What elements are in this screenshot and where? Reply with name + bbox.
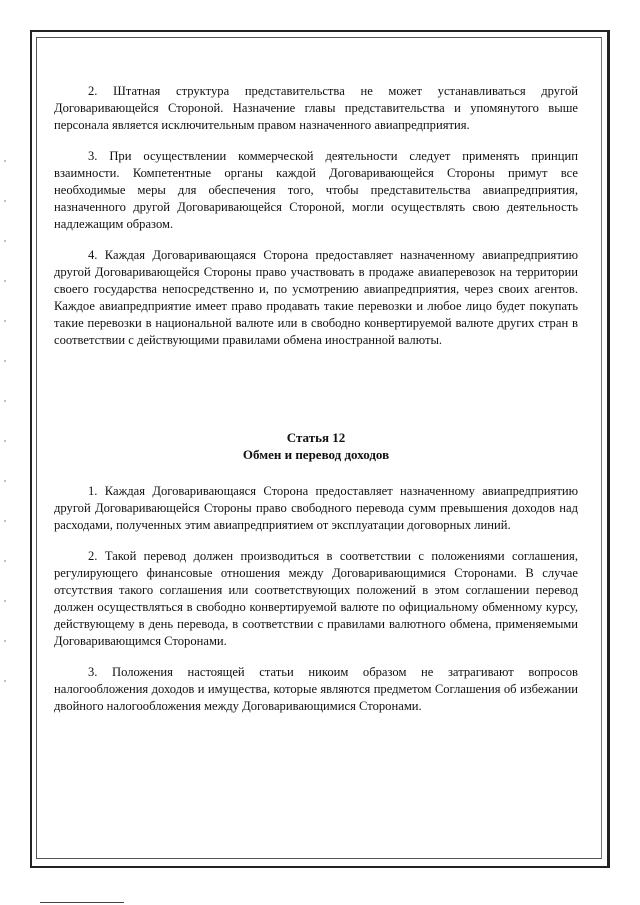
scan-artifacts	[4, 160, 6, 720]
scan-line	[40, 902, 124, 903]
paragraph-3: 3. При осуществлении коммерческой деятельности следует применять принцип взаимности. Компетентные органы каждой Договаривающейся Стороны примут все необходимые меры для обеспечения того, чтобы представительства авиапредприятия, назначенного другой Договаривающейся Стороной, могли осуществлять свою деятельность надлежащим образом.	[54, 149, 578, 231]
paragraph-4: 4. Каждая Договаривающаяся Сторона предоставляет назначенному авиапредприятию другой Договаривающейся Стороны право участвовать в продаже авиаперевозок на территории своего государства непосредственно и, по усмотрению авиапредприятия, через своих агентов. Каждое авиапредприятие имеет право продавать такие перевозки и любое лицо будет покупать такие перевозки в национальной валюте или в свободно конвертируемой валюте других стран в соответствии с действующими правилами обмена иностранной валюты.	[54, 248, 578, 347]
paragraph-2: 2. Штатная структура представительства не может устанавливаться другой Договаривающейся Стороной. Назначение главы представительства и упомянутого выше персонала является исключительным правом назначенного авиапредприятия.	[54, 84, 578, 132]
article-number: Статья 12	[286, 430, 346, 445]
document-body	[54, 83, 578, 729]
article-paragraph-2: 2. Такой перевод должен производиться в соответствии с положениями соглашения, регулирующего финансовые отношения между Договаривающимися Сторонами. В случае отсутствия такого соглашения или соответствующих положений в этом соглашении перевод должен осуществляться в свободно конвертируемой валюте по официальному обменному курсу, действующему в день перевода, в соответствии с правилами валютного обмена, применяемыми Договаривающимся Сторонами.	[54, 549, 578, 648]
article-paragraph-1: 1. Каждая Договаривающаяся Сторона предоставляет назначенному авиапредприятию другой Договаривающейся Стороны право свободного перевода сумм превышения доходов над расходами, полученных этим авиапредприятием от эксплуатации договорных линий.	[54, 484, 578, 532]
article-paragraph-3: 3. Положения настоящей статьи никоим образом не затрагивают вопросов налогообложения доходов и имущества, которые являются предметом Соглашения об избежании двойного налогообложения между Договаривающимися Сторонами.	[54, 665, 578, 713]
section-spacer	[54, 363, 578, 429]
article-title: Обмен и перевод доходов	[242, 447, 390, 462]
